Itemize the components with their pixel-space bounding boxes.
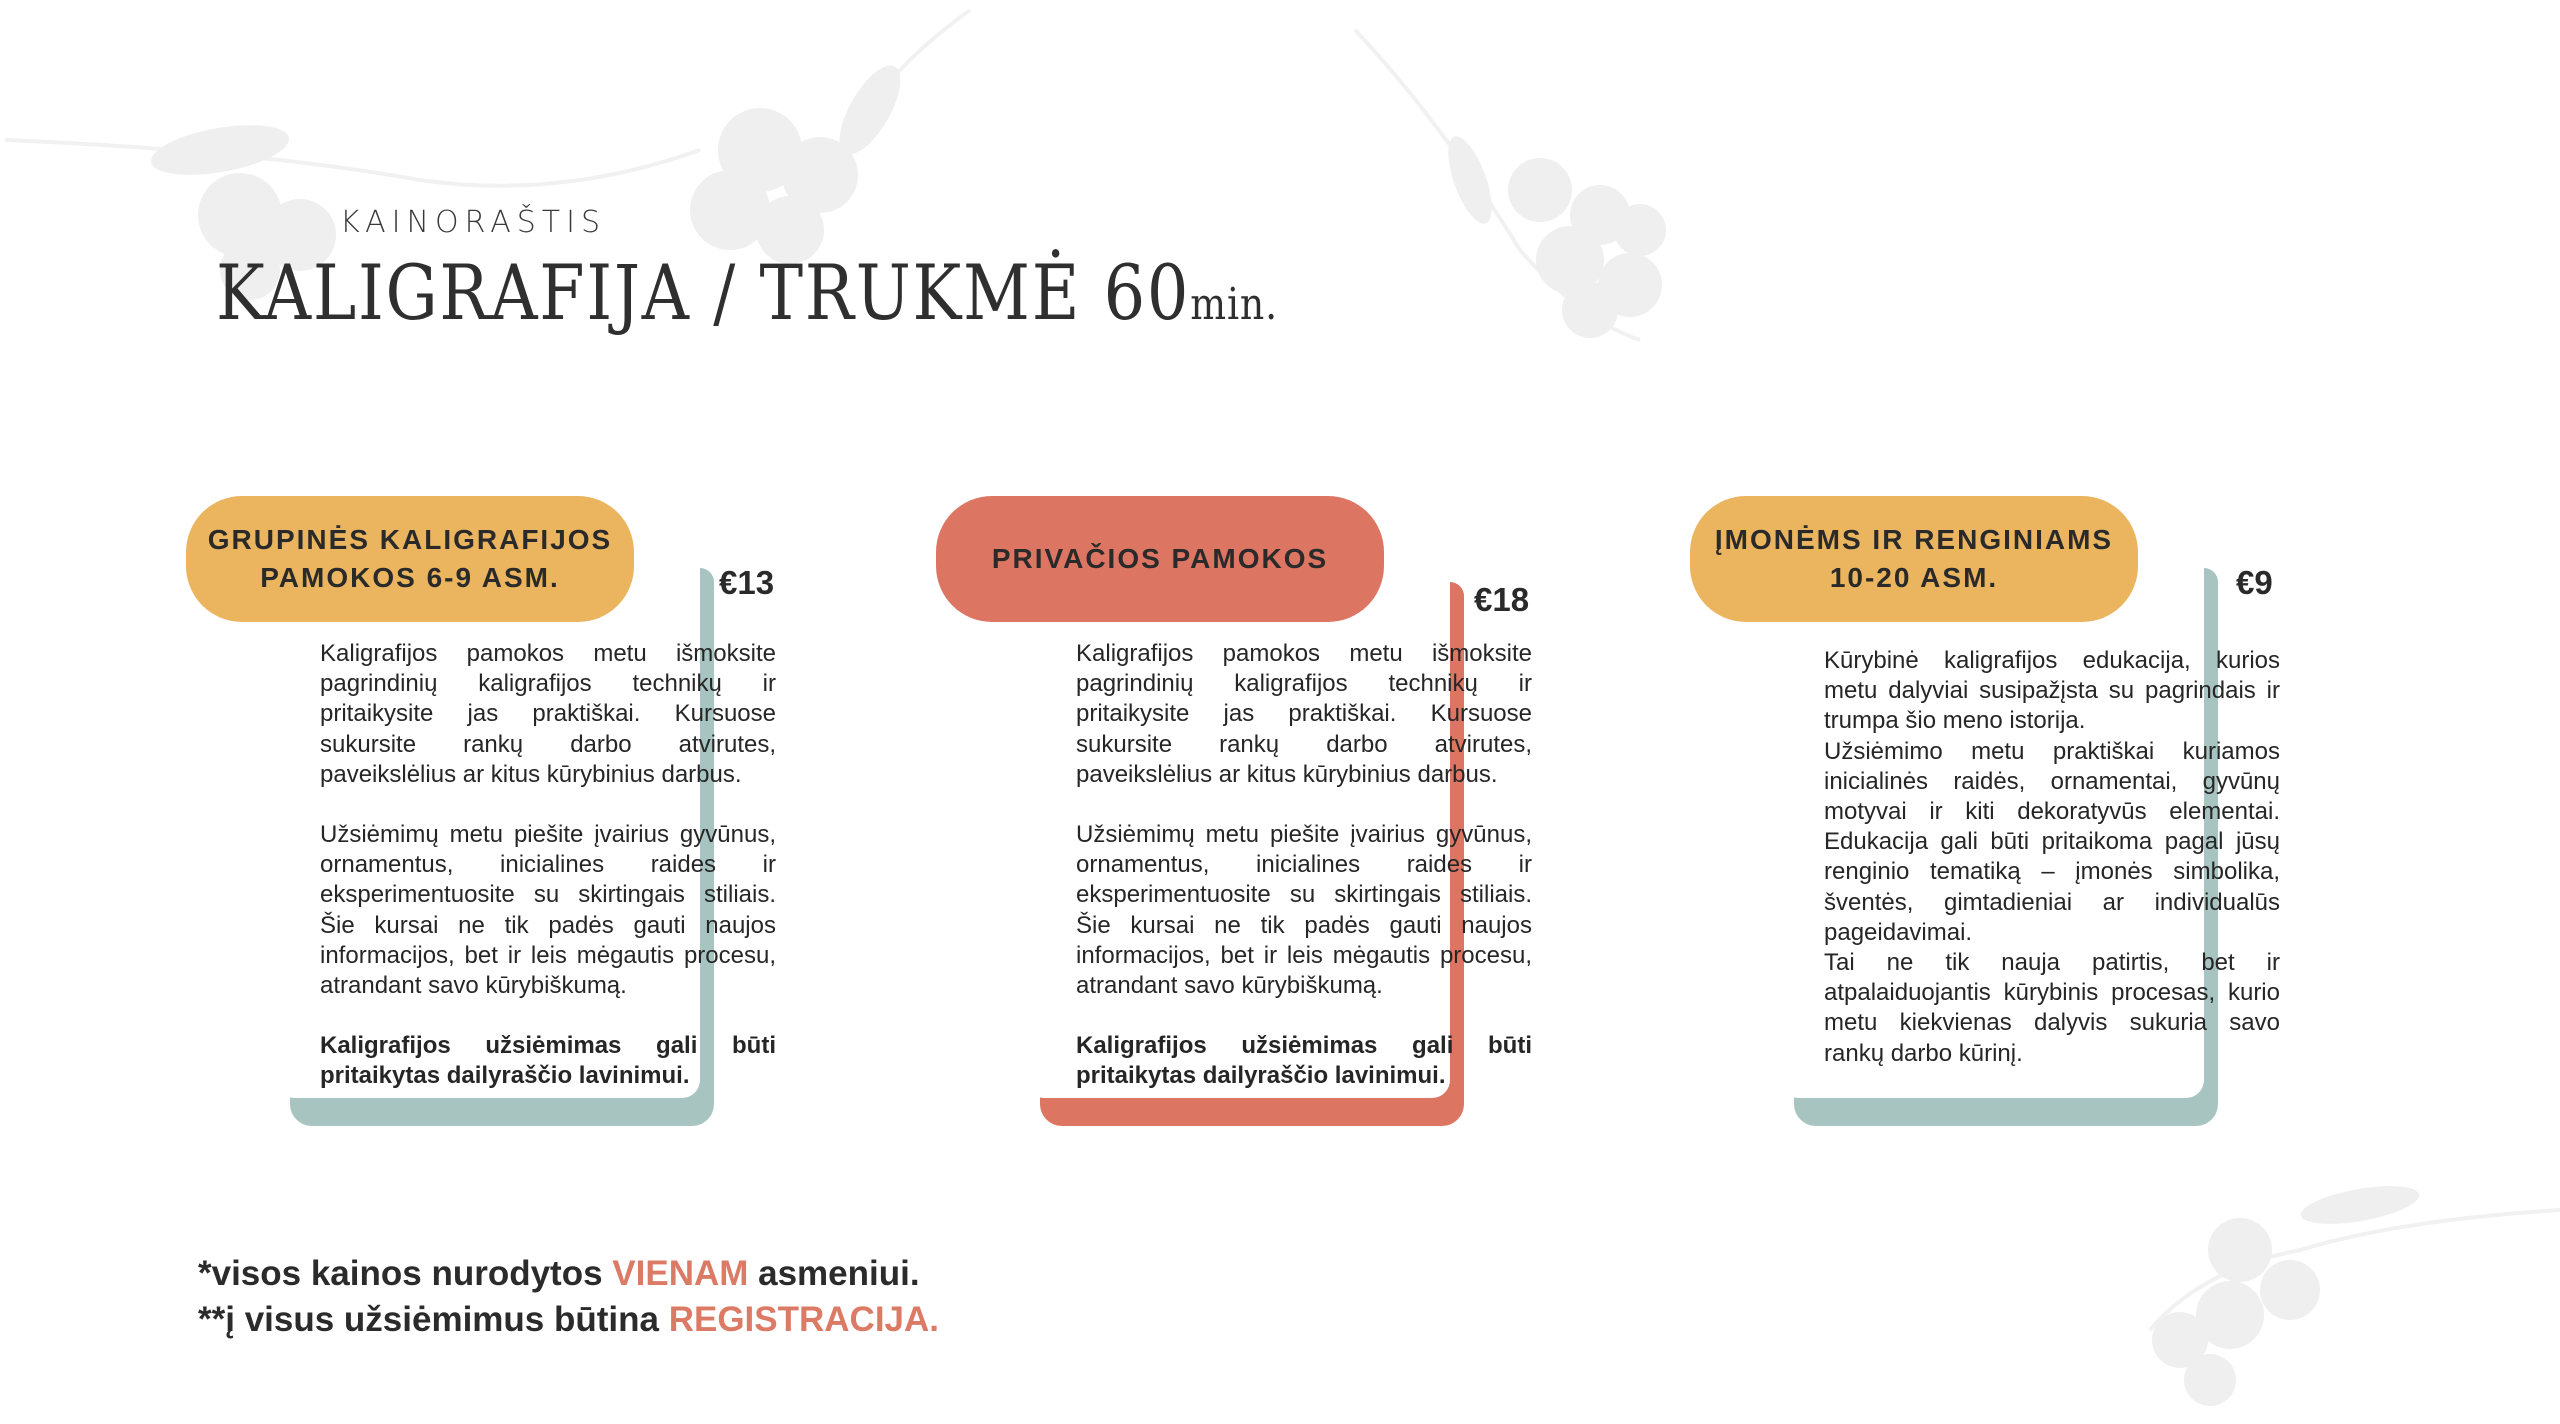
card-description	[1824, 646, 2280, 1069]
card-description	[320, 639, 776, 1092]
card-title-pill: PRIVAČIOS PAMOKOS	[936, 496, 1384, 622]
page-title	[216, 248, 1278, 337]
pricing-card-business	[1690, 496, 2280, 1126]
card-title-pill: ĮMONĖMS IR RENGINIAMS 10-20 ASM.	[1690, 496, 2138, 622]
footer-text: *visos kainos nurodytos	[198, 1254, 613, 1293]
footer-highlight: VIENAM	[612, 1254, 749, 1293]
description-paragraph: Užsiėmimų metu piešite įvairius gyvūnus, ornamentus, inicialines raides ir eksperimentuosite su skirtingais stiliais. Šie kursai ne tik padės gauti naujos informacijos, bet ir leis mėgautis procesu, atrandant savo kūrybiškumą.	[1076, 821, 1532, 1000]
description-paragraph: Užsiėmimų metu piešite įvairius gyvūnus, ornamentus, inicialines raides ir eksperimentuosite su skirtingais stiliais. Šie kursai ne tik padės gauti naujos informacijos, bet ir leis mėgautis procesu, atrandant savo kūrybiškumą.	[320, 821, 776, 1000]
description-paragraph: Kūrybinė kaligrafijos edukacija, kurios metu dalyviai susipažįsta su pagrindais ir trumpa šio meno istorija.	[1824, 647, 2280, 735]
footer-text: **į visus užsiėmimus būtina	[198, 1300, 669, 1339]
price: €13	[719, 564, 775, 601]
price: €9	[2236, 564, 2273, 601]
description-paragraph: Tai ne tik nauja patirtis, bet ir atpalaiduojantis kūrybinis procesas, kurio metu kiekvienas dalyvis sukuria savo rankų darbo kūrinį.	[1824, 949, 2280, 1067]
card-title-pill: GRUPINĖS KALIGRAFIJOS PAMOKOS 6-9 ASM.	[186, 496, 634, 622]
description-paragraph: Užsiėmimo metu praktiškai kuriamos inicialinės raidės, ornamentai, gyvūnų motyvai ir kiti dekoratyvūs elementai. Edukacija gali būti pritaikoma pagal jūsų renginio tematiką – įmonės simbolika, šventės, gimtadieniai ar individualūs pageidavimai.	[1824, 737, 2280, 946]
bold-note: Kaligrafijos užsiėmimas gali būti pritaikytas dailyraščio lavinimui.	[1076, 1032, 1532, 1090]
footer-note-registration	[198, 1300, 939, 1340]
footer-note-prices	[198, 1254, 920, 1294]
description-paragraph: Kaligrafijos pamokos metu išmoksite pagrindinių kaligrafijos technikų ir pritaikysite jas praktiškai. Kursuose sukursite rankų darbo atvirutes, paveikslėlius ar kitus kūrybinius darbus.	[1076, 640, 1532, 788]
pricing-card-private	[936, 496, 1532, 1126]
footer-text: asmeniui.	[748, 1254, 920, 1293]
description-paragraph: Kaligrafijos pamokos metu išmoksite pagrindinių kaligrafijos technikų ir pritaikysite jas praktiškai. Kursuose sukursite rankų darbo atvirutes, paveikslėlius ar kitus kūrybinius darbus.	[320, 640, 776, 788]
price: €18	[1474, 581, 1530, 618]
pricing-card-group	[186, 496, 776, 1126]
footer-highlight: REGISTRACIJA.	[668, 1300, 940, 1339]
title-unit: min.	[1190, 279, 1279, 330]
subtitle: KAINORAŠTIS	[340, 205, 606, 240]
card-description	[1076, 639, 1532, 1092]
title-main: KALIGRAFIJA / TRUKMĖ 60	[216, 248, 1191, 337]
bold-note: Kaligrafijos užsiėmimas gali būti pritaikytas dailyraščio lavinimui.	[320, 1032, 776, 1090]
